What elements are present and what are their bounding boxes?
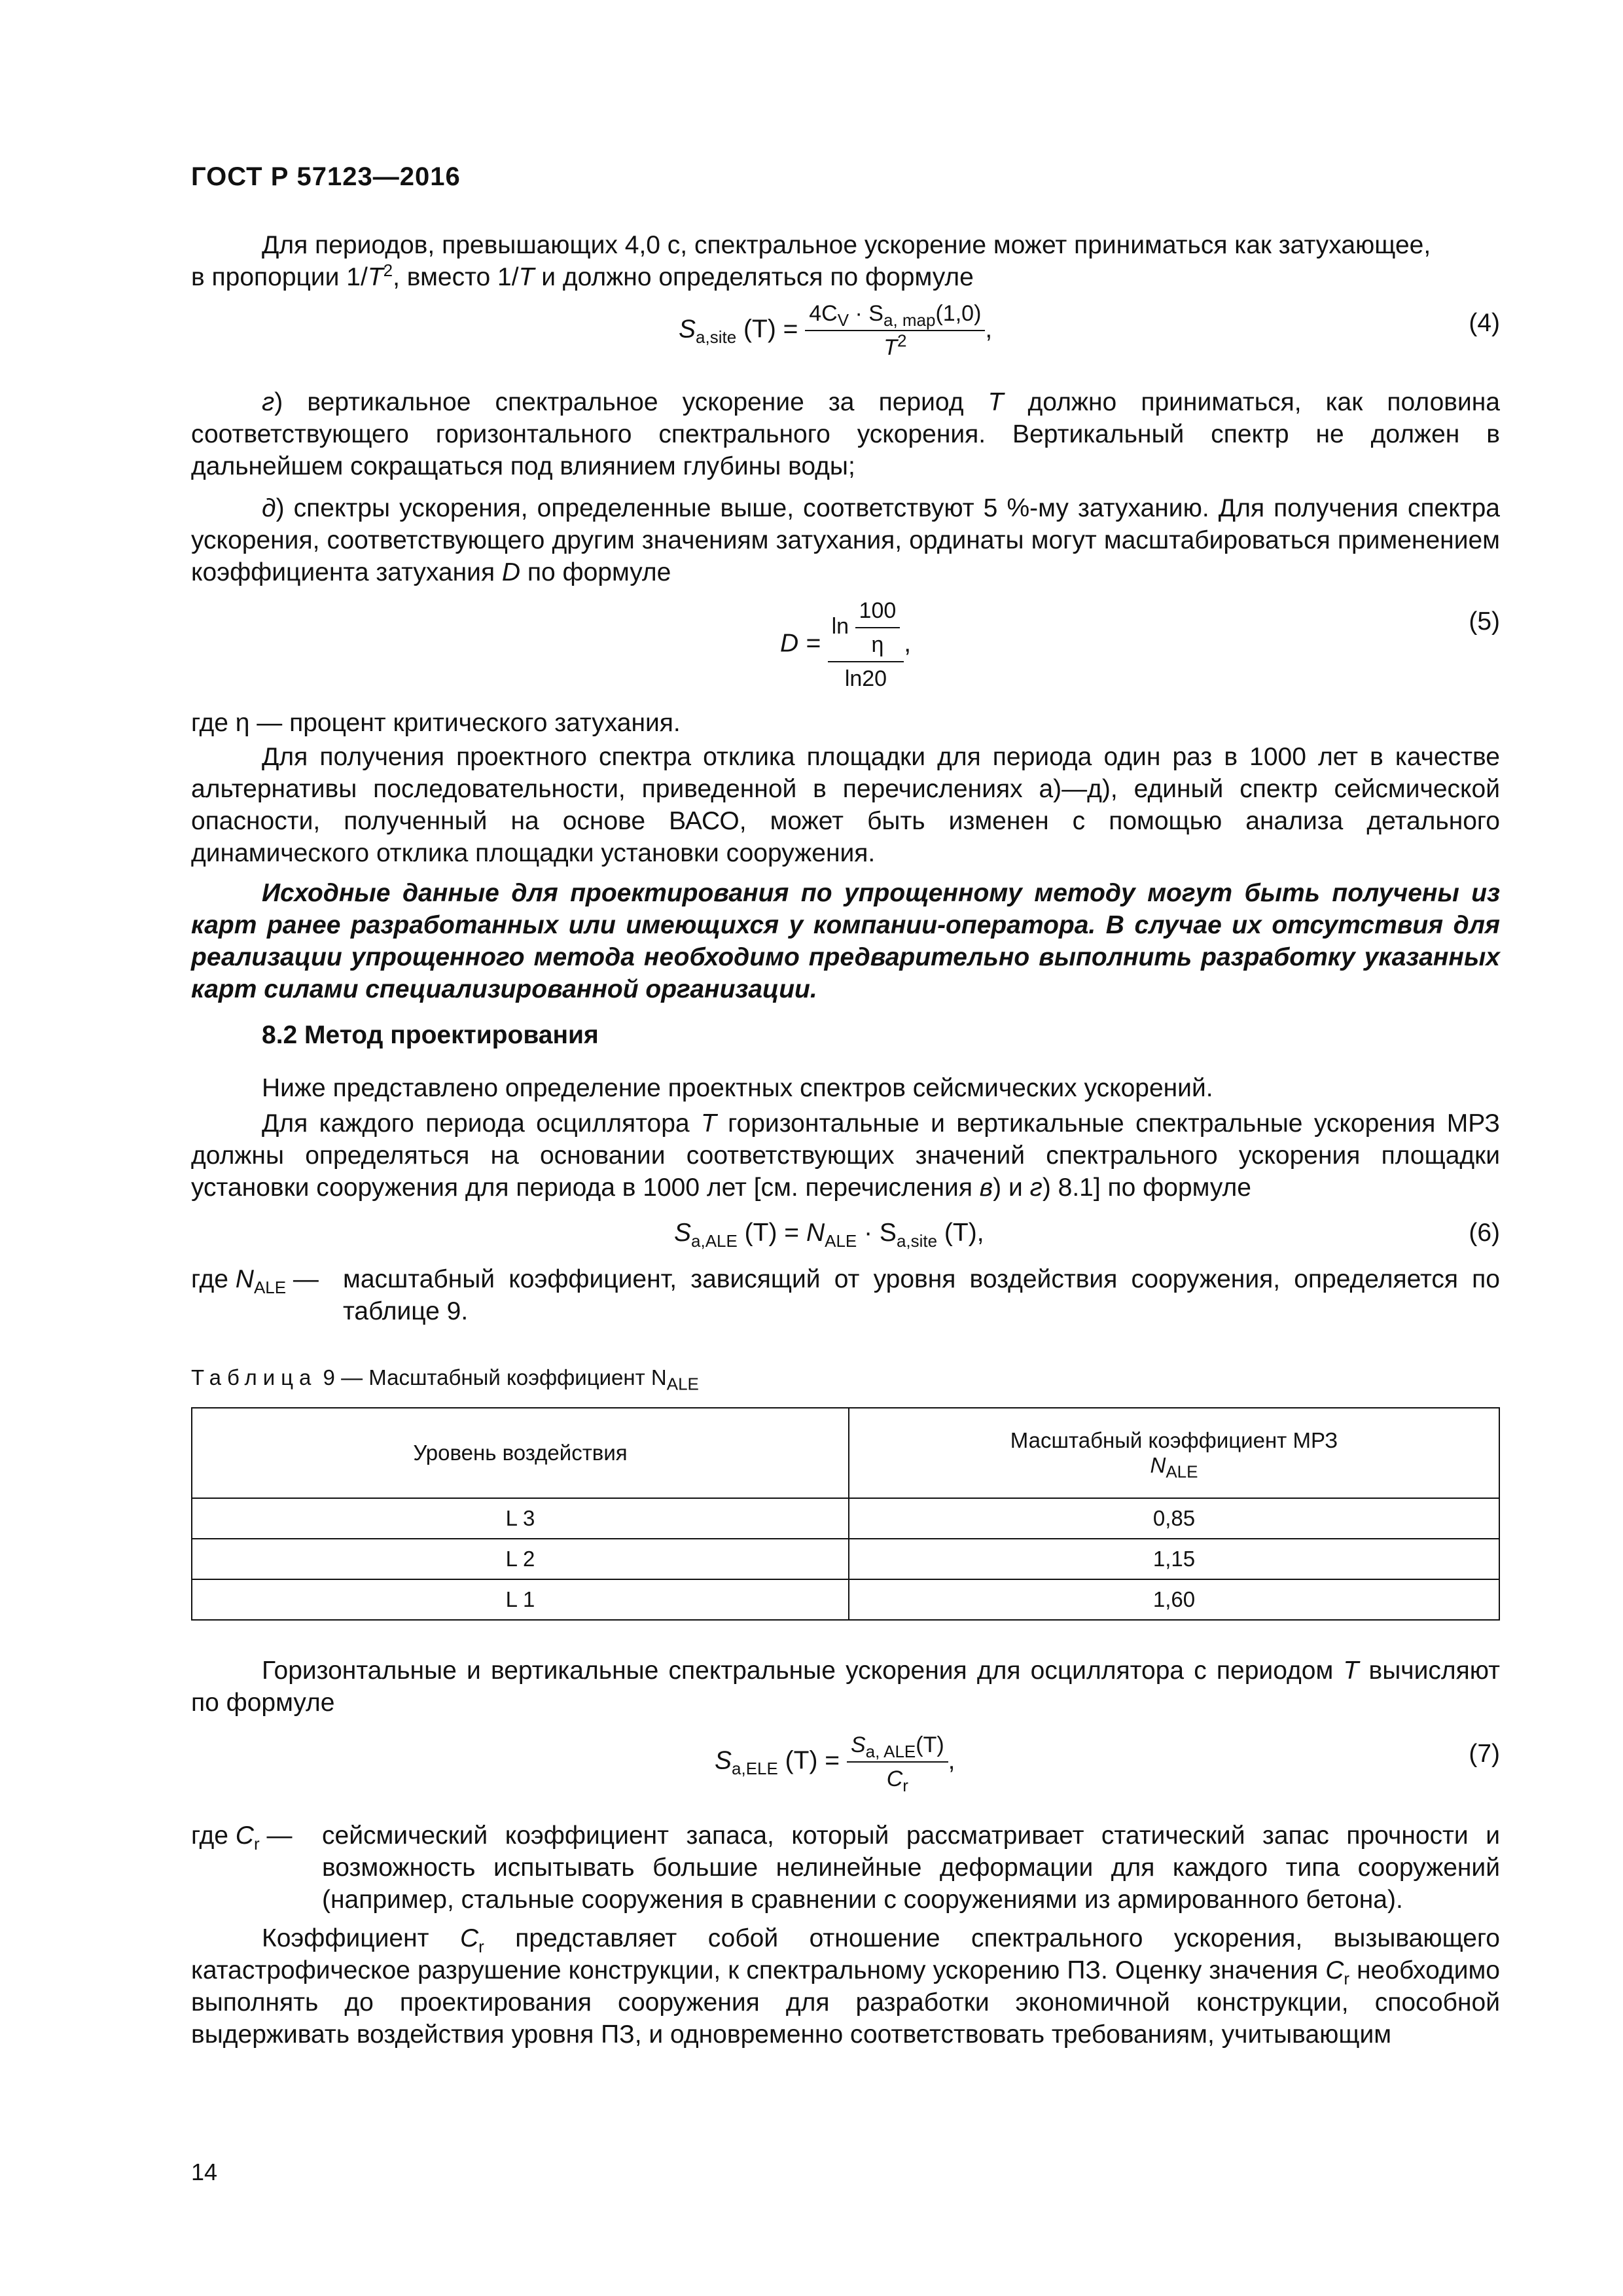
formula-5-fraction: ln $\frac{100}{\eta}$ ln20: [828, 597, 904, 692]
document-page: [191, 0, 1500, 2296]
equation-number-4: (4): [1469, 309, 1500, 337]
table-cell-level: L 3: [192, 1498, 849, 1539]
table-row: [192, 1498, 1499, 1539]
paragraph-item-d: д) спектры ускорения, определенные выше, соответствуют 5 %-му затуханию. Для получения спектра ускорения, соответствующего другим значениям затухания, ординаты могут масштабироваться применением коэффициента затухания D по формуле: [191, 494, 1500, 586]
table-header-row: [192, 1408, 1499, 1498]
table-9: [191, 1407, 1500, 1621]
section-heading-8-2: 8.2 Метод проектирования: [262, 1021, 599, 1049]
paragraph-item-g: г) вертикальное спектральное ускорение за период T должно приниматься, как половина соответствующего горизонтального спектрального ускорения. Вертикальный спектр не должен в дальнейшем сокращаться под влиянием глубины воды;: [191, 388, 1500, 480]
table-cell-value: 1,60: [849, 1579, 1499, 1620]
table-header-coefficient: Масштабный коэффициент МРЗ $N_{ALE}$: [849, 1408, 1499, 1498]
paragraph-horizontal: Горизонтальные и вертикальные спектральные ускорения для осциллятора с периодом T вычисляют по формуле: [191, 1657, 1500, 1717]
formula-5: D = ln $\frac{100}{\eta}$ ln20 ,: [780, 598, 912, 691]
formula-6: $S_{a,ALE}$ $(T) = N_{ALE} \cdot S_{a,site}$ (T),: [674, 1219, 984, 1251]
formula-5-inner-fraction: $\frac{100}{\eta}$: [855, 597, 901, 658]
where-cr: где $C_r$ — сейсмический коэффициент запаса, который рассматривает статический запас прочности и возможность испытывать большие нелинейные деформации для каждого типа сооружений (например, стальные сооружения в сравнении с сооружениями из армированного бетона).: [191, 1821, 1500, 1914]
page-number: 14: [191, 2159, 218, 2185]
table-cell-value: 1,15: [849, 1539, 1499, 1579]
formula-7-fraction: $\frac{S_{a, ALE}(T)}{C_r}$: [847, 1731, 948, 1793]
paragraph-periods: Для периодов, превышающих 4,0 с, спектральное ускорение может приниматься как затухающее,: [262, 231, 1431, 259]
where-nale: где $N_{ALE}$ — масштабный коэффициент, зависящий от уровня воздействия сооружения, определяется по таблице 9.: [191, 1265, 1500, 1325]
paragraph-where-eta: где η — процент критического затухания.: [191, 709, 681, 737]
paragraph-periods-cont: в пропорции $1/T^2$, вместо 1/T и должно определяться по формуле: [191, 260, 974, 291]
paragraph-each-period: Для каждого периода осциллятора T горизонтальные и вертикальные спектральные ускорения МРЗ должны определяться на основании соответствующих значений спектрального ускорения площадки установки сооружения для периода в 1000 лет [см. перечисления в) и г) 8.1] по формуле: [191, 1109, 1500, 1202]
paragraph-coefficient-cr: Коэффициент $C_r$ представляет собой отношение спектрального ускорения, вызывающего катастрофическое разрушение конструкции, к спектральному ускорению ПЗ. Оценку значения $C_r$ необходимо выполнять до проектирования сооружения для разработки экономичной конструкции, способной выдерживать воздействия уровня ПЗ, и одновременно соответствовать требованиям, учитывающим: [191, 1924, 1500, 2049]
table-cell-value: 0,85: [849, 1498, 1499, 1539]
table-row: [192, 1579, 1499, 1620]
table-row: [192, 1539, 1499, 1579]
table-header-level: Уровень воздействия: [192, 1408, 849, 1498]
paragraph-below: Ниже представлено определение проектных спектров сейсмических ускорений.: [262, 1074, 1213, 1102]
formula-4-fraction: $\frac{4C_V \cdot S_{a, map}(1,0)}{T^2}$: [805, 300, 985, 361]
document-header: ГОСТ Р 57123—2016: [191, 162, 461, 191]
paragraph-bold-italic: Исходные данные для проектирования по упрощенному методу могут быть получены из карт ранее разработанных или имеющихся у компании-оператора. В случае их отсутствия для реализации упрощенного метода необходимо предварительно выполнить разработку указанных карт силами специализированной организации.: [191, 879, 1500, 1003]
paragraph-alternative: Для получения проектного спектра отклика площадки для периода один раз в 1000 лет в качестве альтернативы последовательности, приведенной в перечислениях а)—д), единый спектр сейсмической опасности, полученный на основе ВАСО, может быть изменен с помощью анализа детального динамического отклика площадки установки сооружения.: [191, 743, 1500, 867]
table-cell-level: L 2: [192, 1539, 849, 1579]
table-cell-level: L 1: [192, 1579, 849, 1620]
table-9-caption: Таблица 9 — Масштабный коэффициент $N_{ALE}$: [191, 1365, 699, 1394]
formula-4: $S_{a,site}$ (T) = $\frac{4C_V \cdot S_{a, map}(1,0)}{T^2}$ ,: [679, 301, 993, 360]
equation-number-5: (5): [1469, 607, 1500, 636]
equation-number-7: (7): [1469, 1740, 1500, 1768]
equation-number-6: (6): [1469, 1219, 1500, 1247]
formula-7: $S_{a,ELE}$ (T) = $\frac{S_{a, ALE}(T)}{C_r}$ ,: [715, 1732, 955, 1795]
